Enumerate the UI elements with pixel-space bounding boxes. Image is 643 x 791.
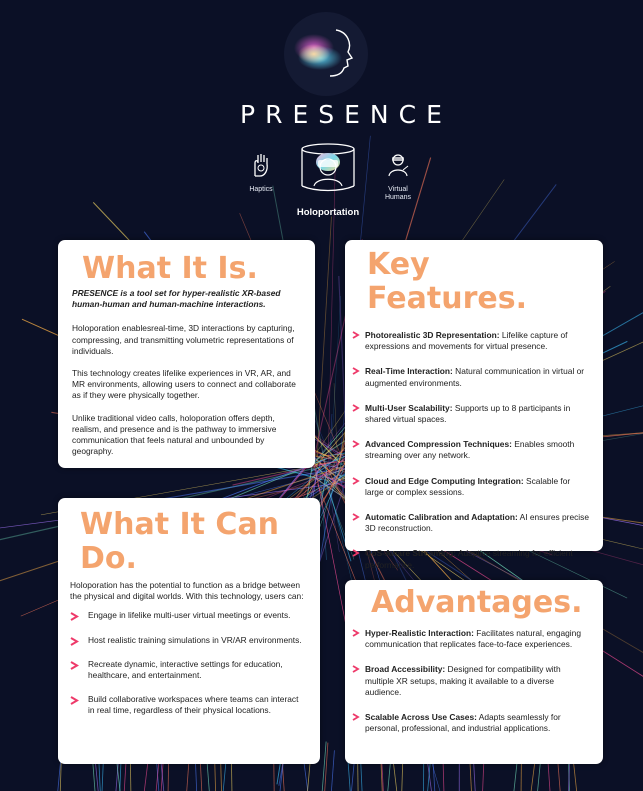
capability-text: Build collaborative workspaces where teams can interact in real time, regardless of their physical locations.: [88, 694, 299, 716]
chevron-right-icon: [70, 661, 79, 670]
advantage-label: Scalable Across Use Cases:: [365, 712, 477, 723]
chevron-right-icon: [352, 477, 360, 485]
feature-item: [365, 548, 591, 570]
feature-icon-row: [238, 138, 416, 222]
what-it-is-paragraph: Unlike traditional video calls, holoporation offers depth, realism, and presence and is the pathway to immersive communication that feels natural and unbounded by geography.: [72, 412, 277, 457]
capability-item: [70, 659, 306, 681]
feature-label: Advanced Compression Techniques:: [365, 439, 512, 450]
feature-item: [365, 512, 591, 534]
feature-text: Enables smooth streaming over any network.: [365, 439, 575, 461]
presence-logo: [284, 12, 368, 96]
feature-label: QoS-Aware Streaming:: [365, 548, 457, 559]
feature-text: Lifelike capture of expressions and movements for virtual presence.: [365, 330, 568, 352]
head-profile-icon: [284, 12, 368, 96]
capability-text: Engage in lifelike multi-user virtual meetings or events.: [88, 610, 291, 621]
feature-item: [365, 330, 591, 352]
chevron-right-icon: [352, 665, 360, 673]
chevron-right-icon: [352, 404, 360, 412]
holoportation-label: Holoportation: [296, 207, 360, 218]
advantage-item: [365, 628, 591, 650]
advantage-label: Broad Accessibility:: [365, 664, 446, 675]
feature-item: [365, 403, 591, 425]
chevron-right-icon: [352, 440, 360, 448]
capability-item: [70, 694, 306, 716]
what-it-is-card: [58, 240, 315, 468]
chevron-right-icon: [352, 367, 360, 375]
light-streak: [331, 750, 334, 791]
what-it-can-do-title: What It Can Do.: [80, 507, 280, 576]
brand-title: PRESENCE: [240, 100, 452, 129]
chevron-right-icon: [352, 513, 360, 521]
advantage-text: Adapts seamlessly for personal, professional, and industrial applications.: [365, 712, 561, 734]
chevron-right-icon: [70, 612, 79, 621]
chevron-right-icon: [70, 696, 79, 705]
what-it-can-do-card: [58, 498, 320, 764]
feature-text: Natural communication in virtual or augmented environments.: [365, 366, 585, 388]
feature-item: [365, 476, 591, 498]
haptics-label: Haptics: [249, 186, 273, 193]
chevron-right-icon: [352, 713, 360, 721]
chevron-right-icon: [70, 637, 79, 646]
chevron-right-icon: [352, 549, 360, 557]
what-it-is-paragraph: Holoporation enablesreal-time, 3D interactions by capturing, compressing, and transmitting volumetric representations of individuals.: [72, 323, 295, 356]
advantages-title: Advantages.: [371, 585, 583, 620]
advantage-text: Facilitates natural, engaging communication that replicates face-to-face experiences.: [365, 628, 581, 650]
advantage-text: Designed for compatibility with multiple XR setups, making it available to a diverse audience.: [365, 664, 561, 697]
what-it-is-lead: PRESENCE is a tool set for hyper-realistic XR-based human-human and human-machine interactions.: [72, 288, 281, 310]
feature-label: Photorealistic 3D Representation:: [365, 330, 500, 340]
chevron-right-icon: [352, 629, 360, 637]
feature-label: Cloud and Edge Computing Integration:: [365, 475, 524, 486]
advantage-label: Hyper-Realistic Interaction:: [365, 628, 474, 638]
key-features-title: Key Features.: [367, 247, 527, 316]
capability-text: Recreate dynamic, interactive settings for education, healthcare, and entertainment.: [88, 658, 283, 681]
capability-text: Host realistic training simulations in VR/AR environments.: [88, 634, 302, 645]
feature-item: [365, 366, 591, 388]
virtual-human-icon: [386, 152, 410, 178]
light-streak: [558, 760, 560, 791]
light-streak: [200, 760, 202, 791]
key-features-card: [345, 240, 603, 570]
feature-text: Supports up to 8 participants in shared virtual spaces.: [365, 402, 571, 425]
feature-text: AI ensures precise 3D reconstruction.: [365, 512, 589, 534]
light-streak: [334, 383, 337, 460]
capability-item: [70, 635, 306, 646]
advantages-card: [345, 580, 603, 764]
capability-item: [70, 610, 306, 621]
advantage-item: [365, 664, 591, 698]
what-it-is-paragraph: This technology creates lifelike experiences in VR, AR, and MR environments, allowing users to connect and collaborate as if they were physically together.: [72, 368, 296, 401]
feature-label: Multi-User Scalability:: [365, 402, 453, 413]
holoportation-icon: [296, 140, 360, 202]
feature-label: Automatic Calibration and Adaptation:: [365, 512, 518, 523]
feature-text: Adaptive streaming for efficient performance.: [365, 548, 573, 570]
what-it-can-do-intro: Holoporation has the potential to function as a bridge between the physical and digital worlds. With this technology, users can:: [70, 580, 304, 602]
virtual-humans-label: Virtual Humans: [384, 186, 412, 201]
feature-item: [365, 439, 591, 461]
advantage-item: [365, 712, 591, 734]
haptics-hand-icon: [250, 152, 272, 178]
light-streak: [514, 759, 517, 791]
what-it-is-title: What It Is.: [82, 251, 258, 286]
feature-text: Scalable for large or complex sessions.: [365, 475, 571, 497]
feature-label: Real-Time Interaction:: [365, 366, 453, 377]
chevron-right-icon: [352, 331, 360, 339]
